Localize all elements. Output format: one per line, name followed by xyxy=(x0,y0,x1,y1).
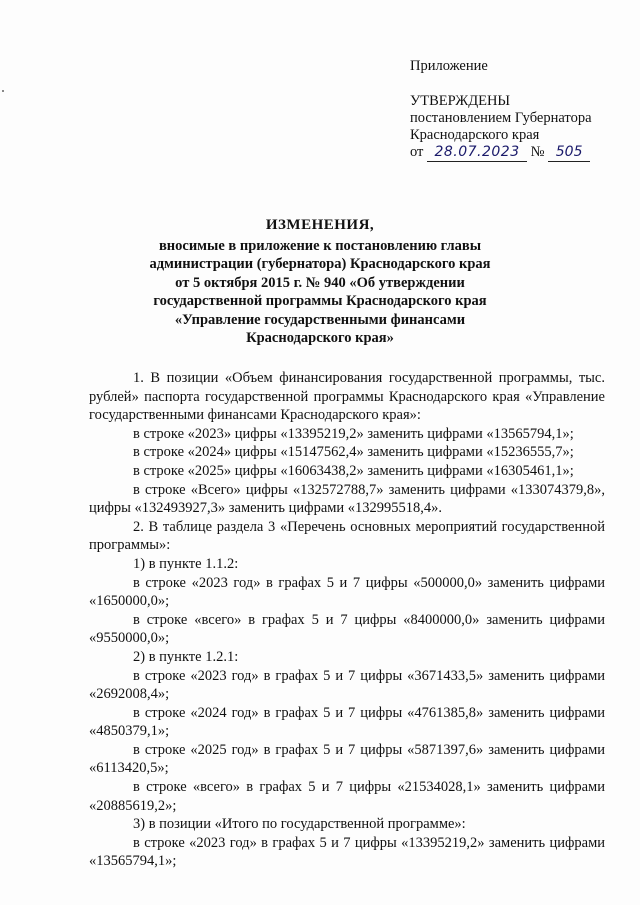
paragraph: 2) в пункте 1.2.1: xyxy=(133,648,239,665)
paragraph: 3) в позиции «Итого по государственной программе»: xyxy=(133,816,466,833)
appendix-label: Приложение xyxy=(410,58,488,74)
document-body xyxy=(89,369,605,871)
title-line-2: администрации (губернатора) Краснодарского края xyxy=(149,256,491,272)
paragraph: в строке «2023» цифры «13395219,2» заменить цифрами «13565794,1»; xyxy=(133,425,574,442)
paragraph: в строке «2025» цифры «16063438,2» заменить цифрами «16305461,1»; xyxy=(133,462,574,479)
title-main: ИЗМЕНЕНИЯ, xyxy=(265,217,375,233)
paragraph: в строке «всего» в графах 5 и 7 цифры «8400000,0» заменить цифрами «9550000,0»; xyxy=(89,611,605,647)
paragraph: в строке «всего» в графах 5 и 7 цифры «21534028,1» заменить цифрами «20885619,2»; xyxy=(89,779,605,814)
paragraph: в строке «Всего» цифры «132572788,7» заменить цифрами «133074379,8», цифры «132493927,3» заменить цифрами «132995518,4». xyxy=(89,481,605,517)
handwritten-date: 28.07.2023 xyxy=(427,144,527,162)
from-label: от xyxy=(410,144,424,160)
approval-date-line xyxy=(410,144,635,162)
paragraph: 1) в пункте 1.1.2: xyxy=(133,555,239,572)
paragraph: в строке «2024» цифры «15147562,4» заменить цифрами «15236555,7»; xyxy=(133,444,574,461)
scan-mark xyxy=(2,90,4,92)
title-line-5: «Управление государственными финансами xyxy=(174,311,466,328)
paragraph: в строке «2023 год» в графах 5 и 7 цифры «13395219,2» заменить цифрами «13565794,1»; xyxy=(89,834,605,870)
paragraph: в строке «2025 год» в графах 5 и 7 цифры «5871397,6» заменить цифрами «6113420,5»; xyxy=(89,741,605,777)
approved-region-line: Краснодарского края xyxy=(410,127,540,143)
paragraph: в строке «2024 год» в графах 5 и 7 цифры «4761385,8» заменить цифрами «4850379,1»; xyxy=(89,704,605,740)
paragraph: 2. В таблице раздела 3 «Перечень основных мероприятий государственной программы»: xyxy=(89,518,605,554)
paragraph: в строке «2023 год» в графах 5 и 7 цифры «500000,0» заменить цифрами «1650000,0»; xyxy=(89,574,605,610)
approval-block xyxy=(410,58,635,162)
number-sign: № xyxy=(530,144,545,160)
approved-by-line: постановлением Губернатора xyxy=(410,110,592,126)
approved-label: УТВЕРЖДЕНЫ xyxy=(410,93,511,109)
document-title xyxy=(110,216,530,348)
title-line-6: Краснодарского края» xyxy=(246,330,394,346)
paragraph: 1. В позиции «Объем финансирования государственной программы, тыс. рублей» паспорта государственной программы Краснодарского края «Управление государственными финансами Краснодарского края»: xyxy=(89,370,605,424)
title-line-3: от 5 октября 2015 г. № 940 «Об утверждении xyxy=(175,274,465,291)
title-line-4: государственной программы Краснодарского края xyxy=(153,293,487,309)
paragraph: в строке «2023 год» в графах 5 и 7 цифры «3671433,5» заменить цифрами «2692008,4»; xyxy=(89,667,605,703)
title-line-1: вносимые в приложение к постановлению главы xyxy=(158,237,482,254)
handwritten-number: 505 xyxy=(548,144,590,162)
